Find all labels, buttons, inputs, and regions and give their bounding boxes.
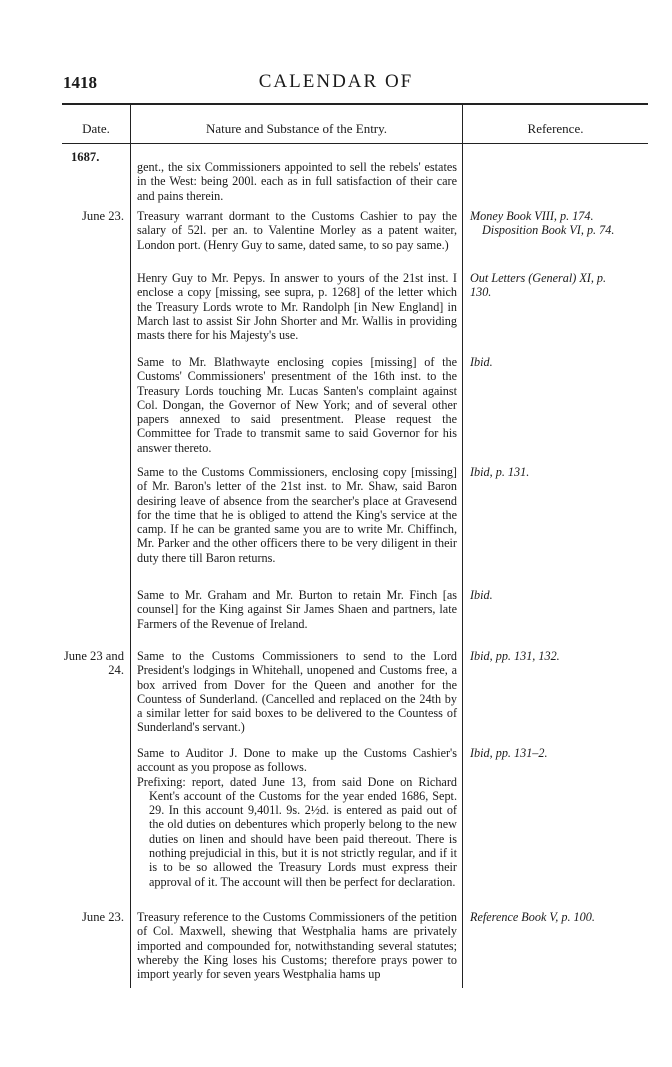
entry-paragraph: gent., the six Commissioners appointed to sell the rebels' estates in the West: being 200l. each as in full satisfaction of their care and pains therein.: [137, 160, 457, 203]
entry-text: [137, 160, 457, 203]
entry-date: June 23.: [82, 209, 124, 223]
entry-paragraph: Same to Mr. Blathwayte enclosing copies [missing] of the Customs' Commissioners' presentment of the 16th inst. to the Treasury Lords touching Mr. Lucas Santen's complaint against Col. Dongan, the Governor of New York; and of several other papers annexed to said presentment. Please request the Committee for Trade to transmit same to said Governor for his answer thereto.: [137, 355, 457, 455]
entry-reference: [470, 271, 620, 300]
entry-text: [137, 649, 457, 735]
reference-line: Ibid.: [470, 355, 493, 369]
entry-year: 1687.: [71, 150, 100, 164]
column-header-date: Date.: [82, 121, 110, 136]
column-divider-left: [130, 103, 131, 988]
entry-date: June 23 and 24.: [63, 649, 124, 677]
reference-line: Disposition Book VI, p. 74.: [482, 223, 615, 238]
entry-reference: [470, 649, 620, 663]
column-divider-right: [462, 103, 463, 988]
entry-paragraph: Same to Auditor J. Done to make up the Customs Cashier's account as you propose as follows.: [137, 746, 457, 775]
running-title: CALENDAR OF: [258, 71, 414, 92]
entry-reference: [470, 209, 620, 238]
entry-paragraph: Treasury reference to the Customs Commissioners of the petition of Col. Maxwell, shewing that Westphalia hams are privately imported and compounded for, notwithstanding several statutes; whereby the King loses his Customs; therefore prays power to import yearly for seven years Westphalia hams up: [137, 910, 457, 982]
entry-text: [137, 588, 457, 631]
table-top-rule: [62, 103, 648, 105]
reference-line: Ibid, p. 131.: [470, 465, 530, 479]
entry-date: June 23.: [82, 910, 124, 924]
reference-line: Ibid, pp. 131, 132.: [470, 649, 560, 663]
entry-paragraph: Same to Mr. Graham and Mr. Burton to retain Mr. Finch [as counsel] for the King against Sir James Shaen and partners, late Farmers of the Revenue of Ireland.: [137, 588, 457, 631]
column-header-reference: Reference.: [527, 121, 584, 136]
reference-line: Ibid.: [470, 588, 493, 602]
entry-text: [137, 271, 457, 342]
entry-paragraph: Prefixing: report, dated June 13, from said Done on Richard Kent's account of the Customs for the year ended 1686, Sept. 29. In this account 9,401l. 9s. 2½d. is entered as paid out of the old duties on debentures which properly belong to the new duties on linen and should have been paid thereout. There is nothing prejudicial in this, but it is not strictly regular, and if it is to be so allowed the Treasury Lords must express their approval of it. The account will then be perfect for declaration.: [137, 774, 457, 889]
page-number: 1418: [63, 73, 97, 92]
column-header-entry: Nature and Substance of the Entry.: [205, 121, 388, 136]
entry-reference: [470, 465, 620, 479]
entry-reference: [470, 355, 620, 369]
reference-line: Ibid, pp. 131–2.: [470, 746, 548, 760]
reference-line: Reference Book V, p. 100.: [470, 910, 595, 924]
entry-paragraph: Treasury warrant dormant to the Customs Cashier to pay the salary of 52l. per an. to Valentine Morley as a patent waiter, London port. (Henry Guy to same, dated same, to so pay same.): [137, 209, 457, 252]
reference-line: Money Book VIII, p. 174.: [470, 209, 594, 223]
entry-text: [137, 746, 457, 889]
entry-paragraph: Same to the Customs Commissioners, enclosing copy [missing] of Mr. Baron's letter of the 21st inst. to Mr. Shaw, said Baron desiring leave of absence from the searcher's place at Gravesend for the time that he is obliged to attend the King's service at the camp. If he can be granted same you are to write Mr. Chiffinch, Mr. Parker and the other officers there to be very diligent in their duty there till Baron returns.: [137, 465, 457, 565]
entry-paragraph: Same to the Customs Commissioners to send to the Lord President's lodgings in Whitehall, unopened and Customs free, a box arrived from Dover for the Queen and another for the Countess of Sunderland. (Cancelled and replaced on the 24th by a similar letter for said boxes to be delivered to the Countess of Sunderland's servant.): [137, 649, 457, 735]
entry-text: [137, 465, 457, 565]
entry-text: [137, 209, 457, 252]
table-header-rule: [62, 143, 648, 144]
entry-paragraph: Henry Guy to Mr. Pepys. In answer to yours of the 21st inst. I enclose a copy [missing, see supra, p. 1268] of the letter which the Treasury Lords wrote to Mr. Randolph [in New England] in March last to assist Sir John Shorter and Mr. Wallis in providing masts there for his Majesty's use.: [137, 271, 457, 343]
entry-reference: [470, 746, 620, 760]
reference-line: Out Letters (General) XI, p. 130.: [470, 271, 607, 300]
entry-text: [137, 910, 457, 981]
entry-reference: [470, 910, 620, 924]
entry-reference: [470, 588, 620, 602]
entry-text: [137, 355, 457, 455]
